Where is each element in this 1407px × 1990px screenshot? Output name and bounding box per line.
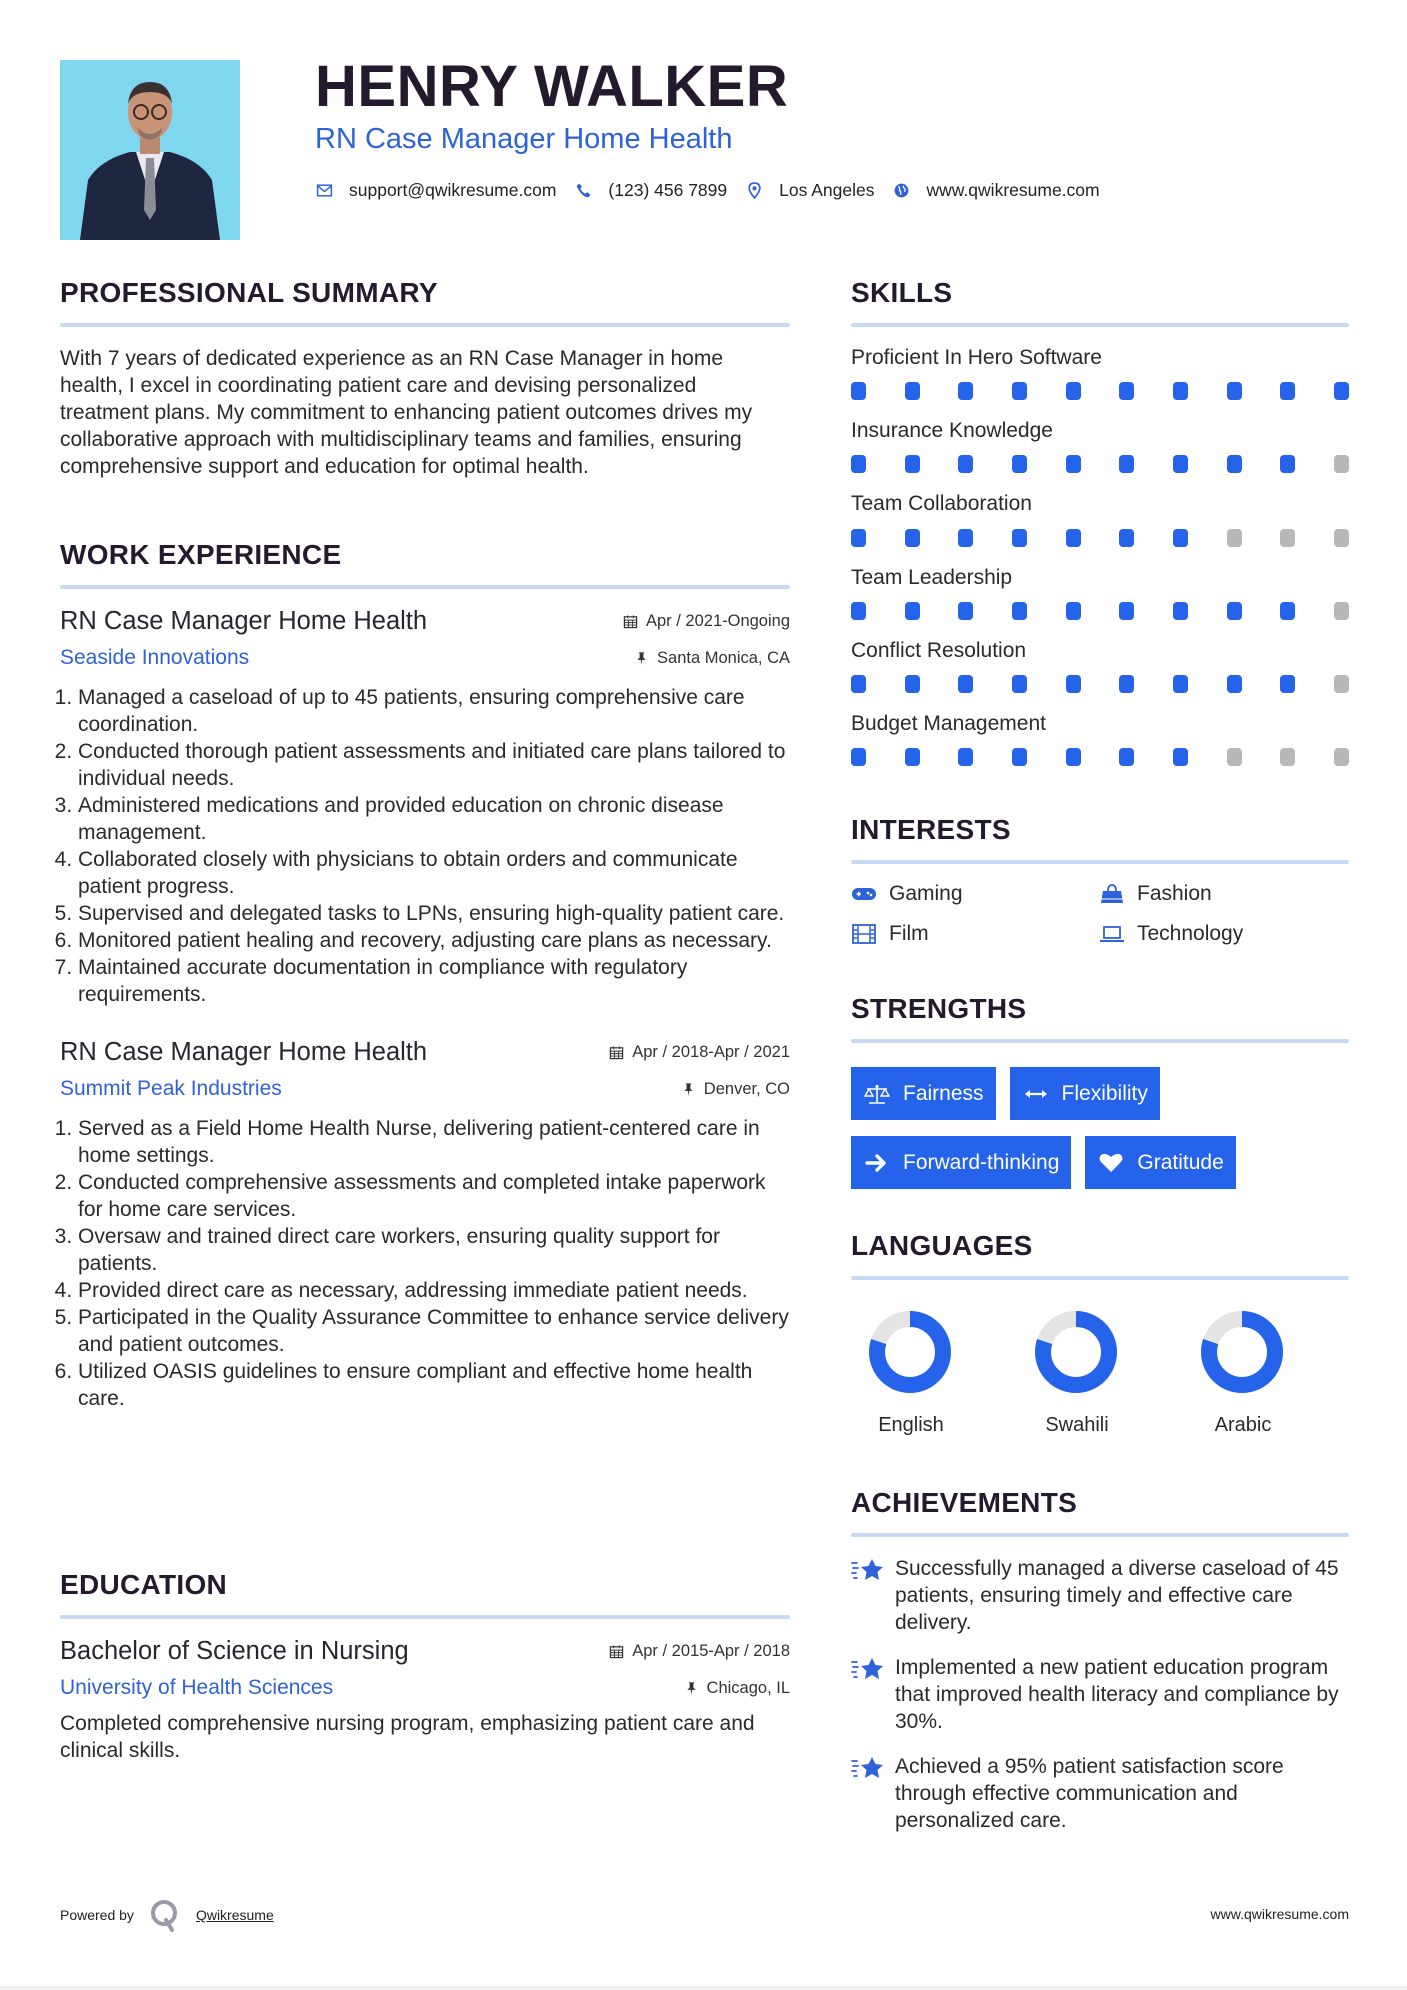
rating-dot-filled <box>1066 382 1081 400</box>
skill-name: Team Collaboration <box>851 492 1032 516</box>
job-bullets <box>60 1115 790 1412</box>
shopping-bag-icon <box>1099 883 1125 905</box>
rating-dot-empty <box>1227 748 1242 766</box>
skill-rating <box>851 675 1349 693</box>
language-donut-chart <box>868 1310 952 1394</box>
rating-dot-filled <box>1173 602 1188 620</box>
candidate-title: RN Case Manager Home Health <box>315 123 733 155</box>
rating-dot-empty <box>1334 602 1349 620</box>
skill-rating <box>851 382 1349 400</box>
phone-icon <box>574 182 592 200</box>
skill-name: Team Leadership <box>851 565 1013 589</box>
skill-rating <box>851 455 1349 473</box>
language-name: Arabic <box>1214 1414 1272 1436</box>
company-name: Seaside Innovations <box>60 646 250 669</box>
job-entry <box>60 607 790 1008</box>
experience-section <box>60 541 790 1412</box>
star-achievement-icon <box>851 1753 887 1783</box>
rating-dot-filled <box>1066 529 1081 547</box>
contact-email[interactable] <box>315 180 556 201</box>
rating-dot-filled <box>1173 382 1188 400</box>
languages-list <box>851 1310 1349 1437</box>
profile-photo <box>60 60 240 240</box>
rating-dot-filled <box>1334 382 1349 400</box>
skill-item <box>851 345 1349 400</box>
rating-dot-filled <box>1119 748 1134 766</box>
rating-dot-filled <box>1280 455 1295 473</box>
calendar-icon <box>609 1644 624 1659</box>
rating-dot-filled <box>851 529 866 547</box>
strength-chip: Flexibility <box>1010 1067 1160 1120</box>
rating-dot-filled <box>851 382 866 400</box>
interests-list <box>851 882 1349 946</box>
strength-chip: Fairness <box>851 1067 996 1120</box>
candidate-name: HENRY WALKER <box>315 54 789 119</box>
gamepad-icon <box>851 883 877 905</box>
arrow-right-icon <box>863 1152 891 1174</box>
skill-name: Proficient In Hero Software <box>851 346 1102 369</box>
arrows-horizontal-icon <box>1022 1083 1050 1105</box>
rating-dot-filled <box>1119 529 1134 547</box>
phone-text: (123) 456 7899 <box>608 180 728 200</box>
pushpin-icon <box>684 1681 699 1696</box>
rating-dot-filled <box>905 748 920 766</box>
bullet-item: 2. Conducted comprehensive assessments and completed intake paperwork for home care services. <box>78 1169 790 1223</box>
strength-chip: Forward-thinking <box>851 1136 1071 1189</box>
rating-dot-filled <box>1119 455 1134 473</box>
skill-rating <box>851 529 1349 547</box>
rating-dot-filled <box>958 675 973 693</box>
rating-dot-filled <box>958 602 973 620</box>
rating-dot-filled <box>1227 602 1242 620</box>
contact-location <box>745 180 874 201</box>
skills-list <box>851 345 1349 766</box>
degree-name: Bachelor of Science in Nursing <box>60 1637 409 1665</box>
company-name: Summit Peak Industries <box>60 1077 282 1100</box>
skills-section <box>851 279 1349 766</box>
bullet-item: 4. Collaborated closely with physicians to obtain orders and communicate patient progress. <box>78 846 790 900</box>
skill-name: Budget Management <box>851 711 1046 735</box>
rating-dot-empty <box>1280 748 1295 766</box>
strengths-heading: STRENGTHS <box>851 993 1027 1024</box>
rating-dot-filled <box>958 529 973 547</box>
rating-dot-filled <box>851 675 866 693</box>
rating-dot-filled <box>851 602 866 620</box>
section-divider <box>60 323 790 327</box>
skill-rating <box>851 602 1349 620</box>
bullet-item: 1. Managed a caseload of up to 45 patients, ensuring comprehensive care coordination. <box>78 684 790 738</box>
rating-dot-filled <box>1173 675 1188 693</box>
languages-section <box>851 1232 1349 1437</box>
bullet-item: 2. Conducted thorough patient assessments and initiated care plans tailored to individual needs. <box>78 738 790 792</box>
language-donut-chart <box>1200 1310 1284 1394</box>
summary-heading: PROFESSIONAL SUMMARY <box>60 277 438 308</box>
rating-dot-filled <box>1119 382 1134 400</box>
language-name: English <box>878 1414 944 1436</box>
job-role: RN Case Manager Home Health <box>60 607 428 635</box>
rating-dot-filled <box>1012 382 1027 400</box>
bullet-item: 6. Monitored patient healing and recovery, adjusting care plans as necessary. <box>78 927 790 954</box>
rating-dot-filled <box>1173 529 1188 547</box>
education-date: Apr / 2015-Apr / 2018 <box>609 1642 790 1661</box>
achievements-section <box>851 1489 1349 1834</box>
website-text: www.qwikresume.com <box>926 180 1100 200</box>
section-divider <box>60 585 790 589</box>
rating-dot-filled <box>905 455 920 473</box>
rating-dot-filled <box>1280 602 1295 620</box>
skill-rating <box>851 748 1349 766</box>
education-entry <box>60 1637 790 1764</box>
rating-dot-filled <box>1012 748 1027 766</box>
skill-item <box>851 638 1349 693</box>
strengths-list <box>851 1067 1349 1189</box>
interest-item: Gaming <box>851 882 1099 906</box>
rating-dot-filled <box>1066 455 1081 473</box>
skill-name: Insurance Knowledge <box>851 419 1053 443</box>
education-description: Completed comprehensive nursing program, emphasizing patient care and clinical skills. <box>60 1712 755 1762</box>
language-donut-chart <box>1034 1310 1118 1394</box>
section-divider <box>851 1039 1349 1043</box>
contact-phone[interactable] <box>574 180 727 201</box>
education-section <box>60 1571 790 1764</box>
skill-item <box>851 491 1349 546</box>
star-achievement-icon <box>851 1555 887 1585</box>
interest-item: Film <box>851 922 1099 946</box>
rating-dot-filled <box>958 748 973 766</box>
rating-dot-filled <box>958 382 973 400</box>
location-text: Los Angeles <box>779 180 875 200</box>
bullet-item: 5. Supervised and delegated tasks to LPNs, ensuring high-quality patient care. <box>78 900 790 927</box>
rating-dot-filled <box>1012 675 1027 693</box>
section-divider <box>851 1276 1349 1280</box>
job-role: RN Case Manager Home Health <box>60 1038 428 1066</box>
interests-section <box>851 816 1349 946</box>
contact-website[interactable] <box>893 180 1100 201</box>
rating-dot-filled <box>905 529 920 547</box>
rating-dot-filled <box>1119 602 1134 620</box>
skill-name: Conflict Resolution <box>851 638 1027 662</box>
rating-dot-filled <box>905 675 920 693</box>
interests-heading: INTERESTS <box>851 814 1011 845</box>
rating-dot-filled <box>958 455 973 473</box>
strengths-section <box>851 995 1349 1189</box>
rating-dot-filled <box>1119 675 1134 693</box>
rating-dot-filled <box>1173 748 1188 766</box>
strength-chip: Gratitude <box>1085 1136 1235 1189</box>
email-text: support@qwikresume.com <box>349 180 557 200</box>
pushpin-icon <box>681 1082 696 1097</box>
rating-dot-filled <box>1066 602 1081 620</box>
bullet-item: 4. Provided direct care as necessary, addressing immediate patient needs. <box>78 1277 790 1304</box>
language-item <box>1183 1310 1349 1437</box>
footer-powered-by <box>60 1898 274 1932</box>
rating-dot-filled <box>1227 382 1242 400</box>
section-divider <box>60 1615 790 1619</box>
rating-dot-filled <box>1280 382 1295 400</box>
section-divider <box>851 860 1349 864</box>
footer-website-link[interactable]: www.qwikresume.com <box>1210 1906 1349 1922</box>
language-item <box>851 1310 1017 1437</box>
achievement-item: Achieved a 95% patient satisfaction score through effective communication and personalized care. <box>851 1753 1349 1834</box>
rating-dot-filled <box>1012 529 1027 547</box>
language-name: Swahili <box>1045 1414 1109 1436</box>
rating-dot-empty <box>1334 529 1349 547</box>
map-marker-icon <box>745 182 763 200</box>
rating-dot-filled <box>1012 602 1027 620</box>
rating-dot-filled <box>905 382 920 400</box>
rating-dot-empty <box>1227 529 1242 547</box>
rating-dot-filled <box>1173 455 1188 473</box>
skills-heading: SKILLS <box>851 277 953 308</box>
interest-item: Technology <box>1099 922 1349 946</box>
rating-dot-filled <box>1227 675 1242 693</box>
powered-by-label: Powered by <box>60 1907 134 1923</box>
person-portrait-icon <box>60 60 240 240</box>
bullet-item: 3. Administered medications and provided education on chronic disease management. <box>78 792 790 846</box>
summary-text: With 7 years of dedicated experience as an RN Case Manager in home health, I excel in coordinating patient care and devising personalized treatment plans. My commitment to enhancing patient outcomes drives my collaborative approach with multidisciplinary teams and families, ensuring comprehensive support and education for optimal health. <box>60 347 753 478</box>
heart-icon <box>1097 1152 1125 1174</box>
section-divider <box>851 1533 1349 1537</box>
achievements-heading: ACHIEVEMENTS <box>851 1487 1078 1518</box>
rating-dot-filled <box>851 455 866 473</box>
envelope-icon <box>315 182 333 200</box>
bullet-item: 1. Served as a Field Home Health Nurse, delivering patient-centered care in home settings. <box>78 1115 790 1169</box>
balance-scale-icon <box>863 1083 891 1105</box>
bullet-item: 7. Maintained accurate documentation in compliance with regulatory requirements. <box>78 954 790 1008</box>
bullet-item: 3. Oversaw and trained direct care workers, ensuring quality support for patients. <box>78 1223 790 1277</box>
rating-dot-filled <box>905 602 920 620</box>
rating-dot-empty <box>1334 748 1349 766</box>
job-bullets <box>60 684 790 1008</box>
bullet-item: 6. Utilized OASIS guidelines to ensure compliant and effective home health care. <box>78 1358 790 1412</box>
job-location: Denver, CO <box>681 1080 790 1099</box>
achievement-item: Implemented a new patient education program that improved health literacy and compliance by 30%. <box>851 1654 1349 1735</box>
skill-item <box>851 711 1349 766</box>
calendar-icon <box>609 1045 624 1060</box>
bullet-item: 5. Participated in the Quality Assurance Committee to enhance service delivery and patient outcomes. <box>78 1304 790 1358</box>
job-location: Santa Monica, CA <box>634 649 790 668</box>
rating-dot-empty <box>1334 455 1349 473</box>
languages-heading: LANGUAGES <box>851 1230 1033 1261</box>
achievement-item: Successfully managed a diverse caseload of 45 patients, ensuring timely and effective care delivery. <box>851 1555 1349 1636</box>
skill-item <box>851 418 1349 473</box>
experience-heading: WORK EXPERIENCE <box>60 539 342 570</box>
school-name: University of Health Sciences <box>60 1676 334 1699</box>
qwikresume-logo-icon <box>148 1898 182 1932</box>
job-date: Apr / 2018-Apr / 2021 <box>609 1043 790 1062</box>
section-divider <box>851 323 1349 327</box>
education-location: Chicago, IL <box>684 1679 790 1698</box>
globe-icon <box>893 182 911 200</box>
rating-dot-filled <box>1066 748 1081 766</box>
rating-dot-empty <box>1280 529 1295 547</box>
job-date: Apr / 2021-Ongoing <box>623 612 790 631</box>
skill-item <box>851 565 1349 620</box>
summary-section <box>60 279 790 480</box>
pushpin-icon <box>634 651 649 666</box>
qwikresume-link[interactable]: Qwikresume <box>195 1907 274 1923</box>
job-entry <box>60 1038 790 1412</box>
rating-dot-filled <box>1012 455 1027 473</box>
interest-item: Fashion <box>1099 882 1349 906</box>
rating-dot-filled <box>1280 675 1295 693</box>
rating-dot-filled <box>1227 455 1242 473</box>
rating-dot-filled <box>851 748 866 766</box>
rating-dot-filled <box>1066 675 1081 693</box>
page-bottom-edge <box>0 1986 1407 1990</box>
star-achievement-icon <box>851 1654 887 1684</box>
rating-dot-empty <box>1334 675 1349 693</box>
film-icon <box>851 923 877 945</box>
contact-bar <box>315 180 1118 201</box>
calendar-icon <box>623 614 638 629</box>
language-item <box>1017 1310 1183 1437</box>
education-heading: EDUCATION <box>60 1569 228 1600</box>
laptop-icon <box>1099 923 1125 945</box>
